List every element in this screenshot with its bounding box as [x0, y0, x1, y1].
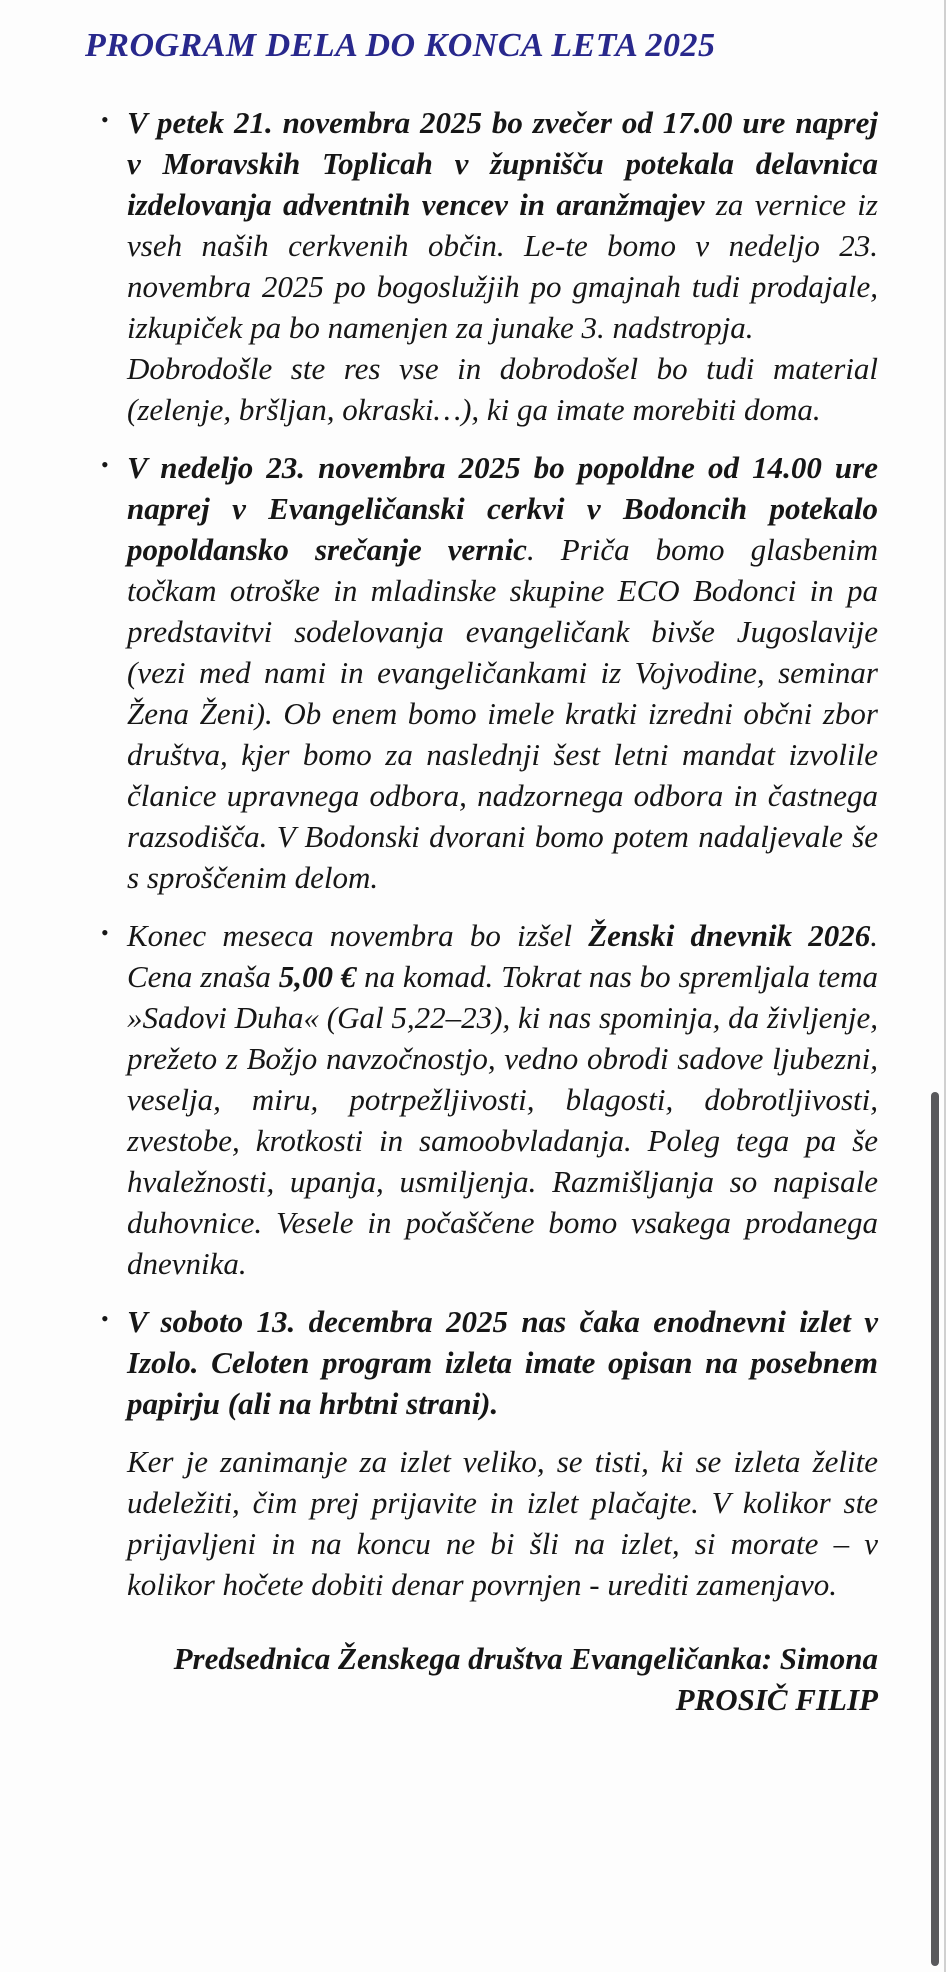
paragraph-workshop-welcome: Dobrodošle ste res vse in dobrodošel bo tudi material (zelenje, bršljan, okraski…), ki ga imate morebiti doma.	[127, 351, 878, 427]
bullet-icon: •	[101, 107, 109, 132]
bullet-icon: •	[101, 1306, 109, 1331]
document-body	[101, 102, 879, 1720]
closing-paragraph-block	[127, 1441, 878, 1605]
bullet-item-diary	[101, 915, 879, 1284]
paragraph-workshop: V petek 21. novembra 2025 bo zvečer od 17.00 ure naprej v Moravskih Toplicah v župnišču potekala delavnica izdelovanja adventnih vencev in aranžmajev za vernice iz vseh naših cerkvenih občin. Le-te bomo v nedeljo 23. novembra 2025 po bogoslužjih po gmajnah tudi prodajale, izkupiček pa bo namenjen za junake 3. nadstropja.	[127, 105, 878, 345]
bullet-icon: •	[101, 920, 109, 945]
paragraph-meeting: V nedeljo 23. novembra 2025 bo popoldne od 14.00 ure naprej v Evangeličanski cerkvi v Bodoncih potekalo popoldansko srečanje vernic. Priča bomo glasbenim točkam otroške in mladinske skupine ECO Bodonci in pa predstavitvi sodelovanja evangeličank bivše Jugoslavije (vezi med nami in evangeličankami iz Vojvodine, seminar Žena Ženi). Ob enem bomo imele kratki izredni občni zbor društva, kjer bomo za naslednji šest letni mandat izvolile članice upravnega odbora, nadzornega odbora in častnega razsodišča. V Bodonski dvorani bomo potem nadaljevale še s sproščenim delom.	[127, 450, 879, 895]
paragraph-trip-note: Ker je zanimanje za izlet veliko, se tisti, ki se izleta želite udeležiti, čim prej prijavite in izlet plačajte. V kolikor ste prijavljeni in na koncu ne bi šli na izlet, si morate – v kolikor hočete dobiti denar povrnjen - urediti zamenjavo.	[127, 1444, 878, 1602]
bullet-item-meeting	[101, 447, 879, 898]
signature-line-1: Predsednica Ženskega društva Evangeličanka: Simona	[173, 1641, 878, 1676]
bullet-icon: •	[101, 452, 109, 477]
signature-line-2: PROSIČ FILIP	[675, 1682, 878, 1717]
page-title: PROGRAM DELA DO KONCA LETA 2025	[85, 27, 716, 64]
bullet-item-workshop	[101, 102, 878, 430]
bullet-item-trip	[101, 1301, 878, 1424]
scrollbar-thumb[interactable]	[931, 1092, 939, 1966]
signature-block	[127, 1638, 878, 1720]
paragraph-diary: Konec meseca novembra bo izšel Ženski dnevnik 2026. Cena znaša 5,00 € na komad. Tokrat nas bo spremljala tema »Sadovi Duha« (Gal 5,22–23), ki nas spominja, da življenje, prežeto z Božjo navzočnostjo, vedno obrodi sadove ljubezni, veselja, miru, potrpežljivosti, blagosti, dobrotljivosti, zvestobe, krotkosti in samoobvladanja. Poleg tega pa še hvaležnosti, upanja, usmiljenja. Razmišljanja so napisale duhovnice. Vesele in počaščene bomo vsakega prodanega dnevnika.	[127, 918, 879, 1281]
paragraph-trip: V soboto 13. decembra 2025 nas čaka enodnevni izlet v Izolo. Celoten program izleta imate opisan na posebnem papirju (ali na hrbtni strani).	[127, 1304, 878, 1421]
